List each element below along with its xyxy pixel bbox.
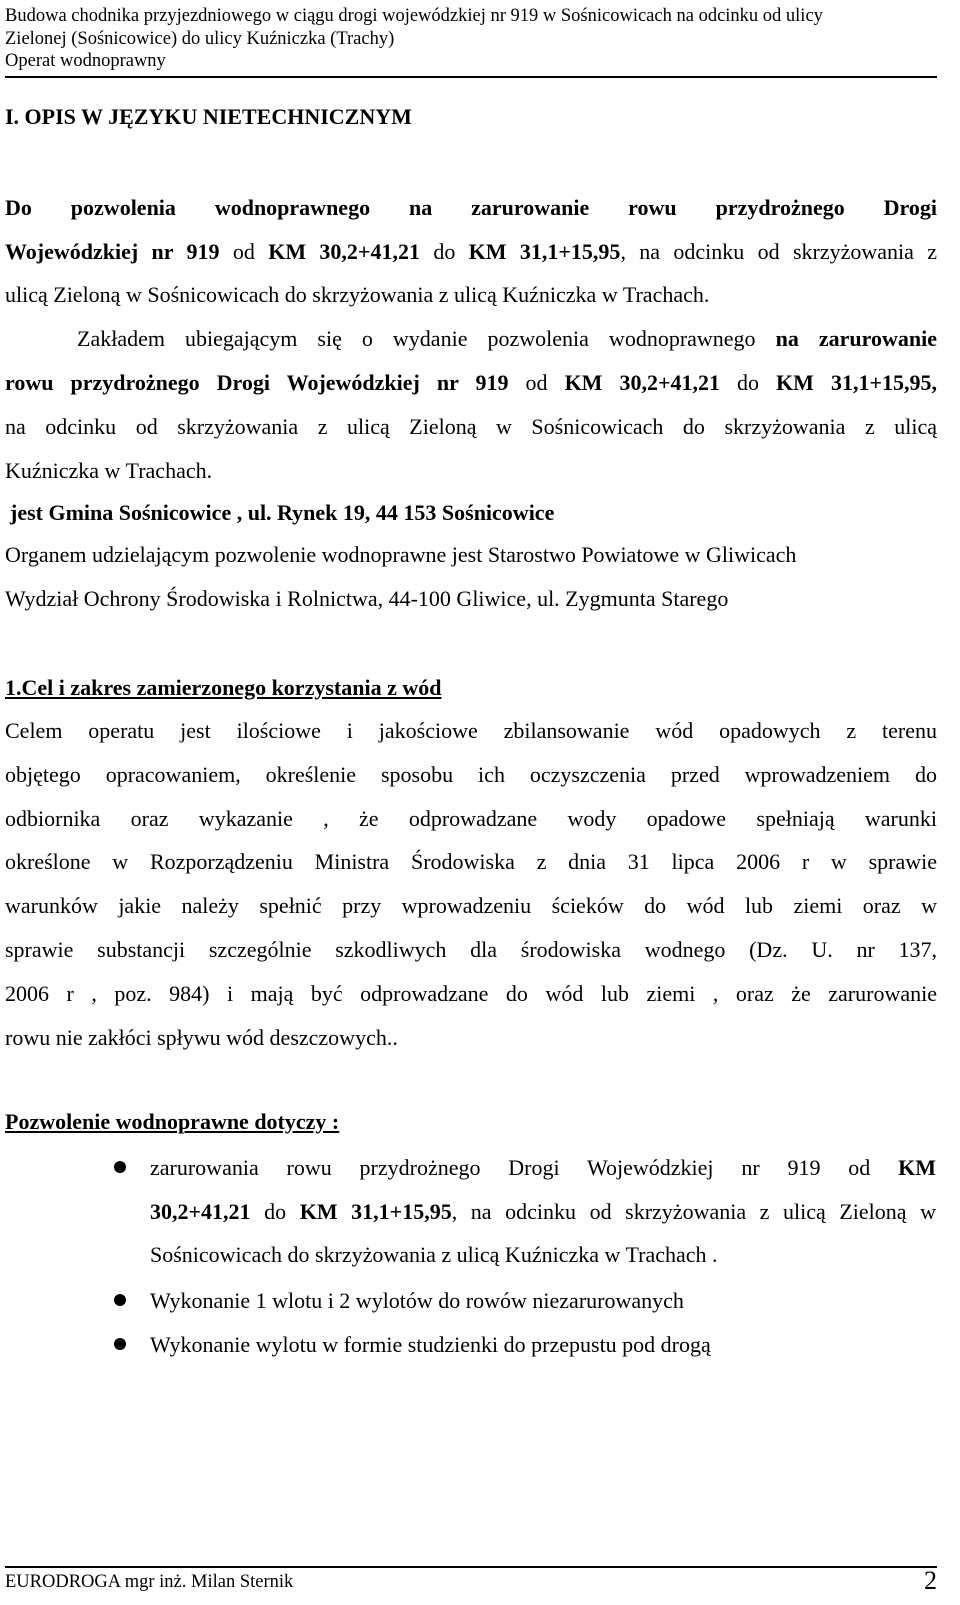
intro-to: do xyxy=(419,238,469,264)
page-footer xyxy=(5,1566,937,1595)
header-line-2: Zielonej (Sośnicowice) do ulicy Kuźniczka (Trachy) xyxy=(5,28,395,49)
page-number: 2 xyxy=(924,1566,937,1595)
permit-item-1-to: do xyxy=(250,1198,300,1224)
goal-line: 2006 r , poz. 984) i mają być odprowadzane do wód lub ziemi , oraz że zarurowanie xyxy=(5,980,937,1006)
applicant-paragraph xyxy=(5,317,937,493)
goal-line: odbiornika oraz wykazanie , że odprowadzane wody opadowe spełniają warunki xyxy=(5,805,937,831)
permit-item-1-text-a: zarurowania rowu przydrożnego Drogi Wojewódzkiej nr 919 od xyxy=(150,1155,899,1180)
goal-line: Celem operatu jest ilościowe i jakościowe zbilansowanie wód opadowych z terenu xyxy=(5,718,937,743)
goal-line: określone w Rozporządzeniu Ministra Środowiska z dnia 31 lipca 2006 r w sprawie xyxy=(5,849,937,875)
authority-line-1: Organem udzielającym pozwolenie wodnoprawne jest Starostwo Powiatowe w Gliwicach xyxy=(5,542,797,567)
applicant-line-1 xyxy=(5,317,937,361)
applicant-km-start: KM 30,2+41,21 xyxy=(564,370,720,395)
intro-km-end: KM 31,1+15,95 xyxy=(468,238,621,264)
applicant-km-end: KM 31,1+15,95, xyxy=(776,370,937,395)
goal-line: sprawie substancji szczególnie szkodliwych dla środowiska wodnego (Dz. U. nr 137, xyxy=(5,936,937,962)
applicant-line-4: Kuźniczka w Trachach. xyxy=(5,458,213,483)
intro-rest: , na odcinku od skrzyżowania z xyxy=(620,238,938,264)
permit-item-1-km-label: KM xyxy=(898,1155,936,1180)
intro-line-1: Do pozwolenia wodnoprawnego na zarurowanie rowu przydrożnego Drogi xyxy=(5,195,937,220)
permit-item-1-km-end: KM 31,1+15,95 xyxy=(299,1198,452,1224)
permit-heading: Pozwolenie wodnoprawne dotyczy : xyxy=(5,1109,340,1134)
permit-item-1-text xyxy=(150,1146,936,1277)
applicant-line-2 xyxy=(5,361,937,405)
footer-author: EURODROGA mgr inż. Milan Sternik xyxy=(5,1572,294,1592)
permit-item-1-line-2 xyxy=(150,1190,936,1234)
bullet-icon xyxy=(114,1294,126,1306)
goal-line: warunków jakie należy spełnić przy wprowadzeniu ścieków do wód lub ziemi oraz w xyxy=(5,893,937,919)
intro-line-3: ulicą Zieloną w Sośnicowicach do skrzyżowania z ulicą Kuźniczka w Trachach. xyxy=(5,282,710,307)
goal-paragraph xyxy=(5,709,937,1059)
intro-from: od xyxy=(219,238,269,264)
applicant-text: Zakładem ubiegającym się o wydanie pozwolenia wodnoprawnego xyxy=(77,326,776,351)
applicant-road: rowu przydrożnego Drogi Wojewódzkiej nr 919 xyxy=(5,370,509,395)
applicant-name: jest Gmina Sośnicowice , ul. Rynek 19, 44 153 Sośnicowice xyxy=(10,500,555,525)
bullet-icon xyxy=(114,1161,126,1173)
running-header xyxy=(5,5,937,78)
applicant-to: do xyxy=(720,370,777,395)
permit-item-1-line-1 xyxy=(150,1146,936,1190)
goal-heading: 1.Cel i zakres zamierzonego korzystania z wód xyxy=(5,675,442,700)
bullet-icon xyxy=(114,1338,126,1350)
applicant-subject: na zarurowanie xyxy=(775,326,937,351)
permit-item-1-line-3: Sośnicowicach do skrzyżowania z ulicą Kuźniczka w Trachach . xyxy=(150,1242,718,1267)
applicant-line-3: na odcinku od skrzyżowania z ulicą Zieloną w Sośnicowicach do skrzyżowania z ulicą xyxy=(5,414,937,439)
intro-road: Wojewódzkiej nr 919 xyxy=(5,238,220,264)
section-title: I. OPIS W JĘZYKU NIETECHNICZNYM xyxy=(5,104,412,129)
permit-item-1-rest: , na odcinku od skrzyżowania z ulicą Zieloną w xyxy=(451,1198,937,1224)
permit-item-2-text: Wykonanie 1 wlotu i 2 wylotów do rowów niezarurowanych xyxy=(150,1288,684,1313)
goal-line: objętego opracowaniem, określenie sposobu ich oczyszczenia przed wprowadzeniem do xyxy=(5,761,937,787)
intro-line-2 xyxy=(5,230,937,274)
header-line-1: Budowa chodnika przyjezdniowego w ciągu drogi wojewódzkiej nr 919 w Sośnicowicach na odcinku od ulicy xyxy=(5,6,823,26)
header-line-3: Operat wodnoprawny xyxy=(5,51,166,71)
intro-km-start: KM 30,2+41,21 xyxy=(268,238,420,264)
authority-line-2: Wydział Ochrony Środowiska i Rolnictwa, 44-100 Gliwice, ul. Zygmunta Starego xyxy=(5,586,729,611)
goal-line: rowu nie zakłóci spływu wód deszczowych.. xyxy=(5,1024,398,1050)
permit-item-1-km-start: 30,2+41,21 xyxy=(150,1198,251,1224)
permit-item-3-text: Wykonanie wylotu w formie studzienki do przepustu pod drogą xyxy=(150,1332,711,1357)
applicant-from: od xyxy=(508,370,565,395)
intro-paragraph xyxy=(5,186,937,317)
